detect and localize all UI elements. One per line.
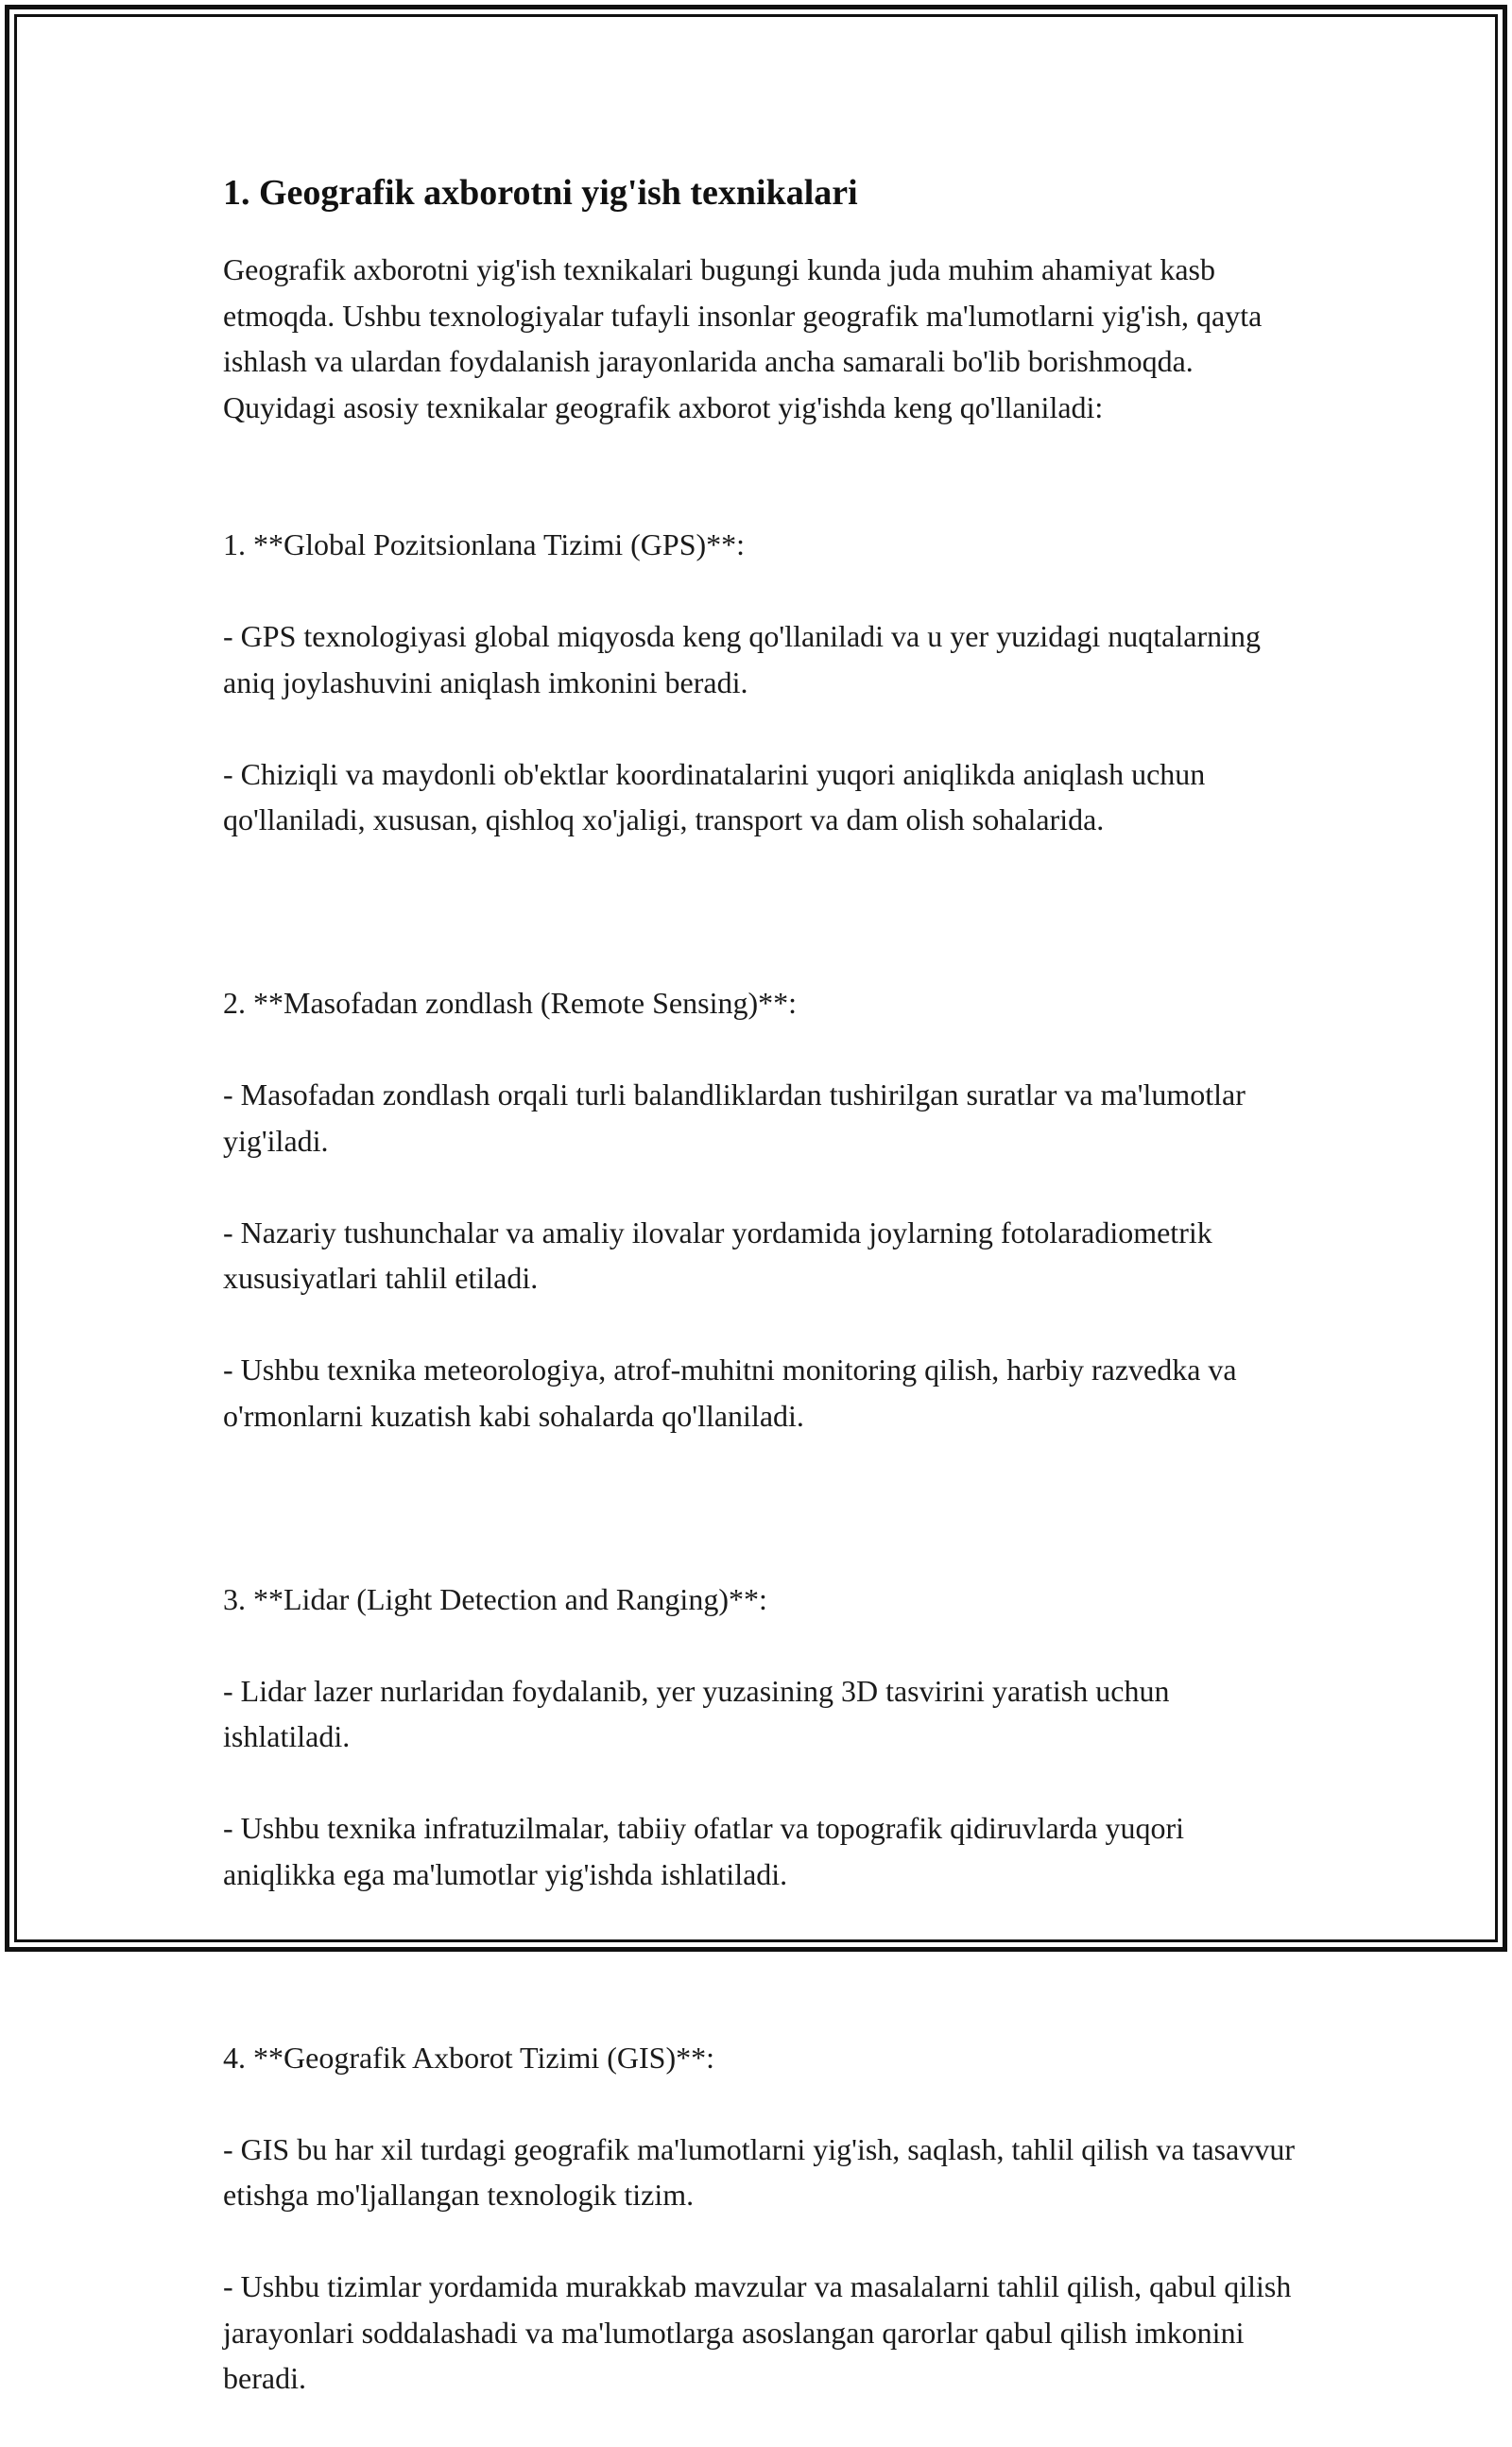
section-heading: 2. **Masofadan zondlash (Remote Sensing)**: (223, 986, 797, 1021)
bullet-item: - Ushbu texnika infratuzilmalar, tabiiy ofatlar va topografik qidiruvlarda yuqori aniqlikka ega ma'lumotlar yig'ishda ishlatiladi. (223, 1811, 1185, 1891)
section-remote-sensing (223, 935, 1300, 1485)
section-spacer (223, 1943, 1300, 1990)
section-spacer (223, 430, 1300, 476)
section-spacer (223, 1485, 1300, 1531)
bullet-item: - Masofadan zondlash orqali turli balandliklardan tushirilgan suratlar va ma'lumotlar yig'iladi. (223, 1077, 1246, 1158)
section-heading: 1. **Global Pozitsionlana Tizimi (GPS)**: (223, 527, 746, 562)
bullet-item: - GIS bu har xil turdagi geografik ma'lumotlarni yig'ish, saqlash, tahlil qilish va tasavvur etishga mo'ljallangan texnologik tizim. (223, 2131, 1295, 2213)
section-heading: 4. **Geografik Axborot Tizimi (GIS)**: (223, 2040, 714, 2075)
bullet-item: - GPS texnologiyasi global miqyosda keng qo'llaniladi va u yer yuzidagi nuqtalarning aniq joylashuvini aniqlash imkonini beradi. (223, 619, 1262, 699)
intro-paragraph: Geografik axborotni yig'ish texnikalari bugungi kunda juda muhim ahamiyat kasb etmoqda. Ushbu texnologiyalar tufayli insonlar geografik ma'lumotlarni yig'ish, qayta ishlash va ulardan foydalanish jarayonlarida ancha samarali bo'lib borishmoqda. Quyidagi asosiy texnikalar geografik axborot yig'ishda keng qo'llaniladi: (223, 252, 1263, 424)
bullet-item: - Ushbu texnika meteorologiya, atrof-muhitni monitoring qilish, harbiy razvedka va o'rmonlarni kuzatish kabi sohalarda qo'llaniladi. (223, 1353, 1237, 1433)
bullet-item: - Nazariy tushunchalar va amaliy ilovalar yordamida joylarning fotolaradiometrik xususiyatlari tahlil etiladi. (223, 1215, 1212, 1296)
section-gis (223, 1989, 1300, 2447)
document-title: 1. Geografik axborotni yig'ish texnikalari (223, 173, 858, 213)
section-gps (223, 476, 1300, 889)
bullet-item: - Ushbu tizimlar yordamida murakkab mavzular va masalalarni tahlil qilish, qabul qilish jarayonlari soddalashadi va ma'lumotlarga asoslangan qarorlar qabul qilish imkonini beradi. (223, 2269, 1292, 2396)
document-body (223, 170, 1300, 2447)
section-lidar (223, 1530, 1300, 1943)
bullet-item: - Lidar lazer nurlaridan foydalanib, yer yuzasining 3D tasvirini yaratish uchun ishlatiladi. (223, 1673, 1170, 1754)
section-heading: 3. **Lidar (Light Detection and Ranging)**: (223, 1581, 767, 1616)
bullet-item: - Chiziqli va maydonli ob'ektlar koordinatalarini yuqori aniqlikda aniqlash uchun qo'llaniladi, xususan, qishloq xo'jaligi, transport va dam olish sohalarida. (223, 756, 1206, 837)
section-spacer (223, 888, 1300, 935)
